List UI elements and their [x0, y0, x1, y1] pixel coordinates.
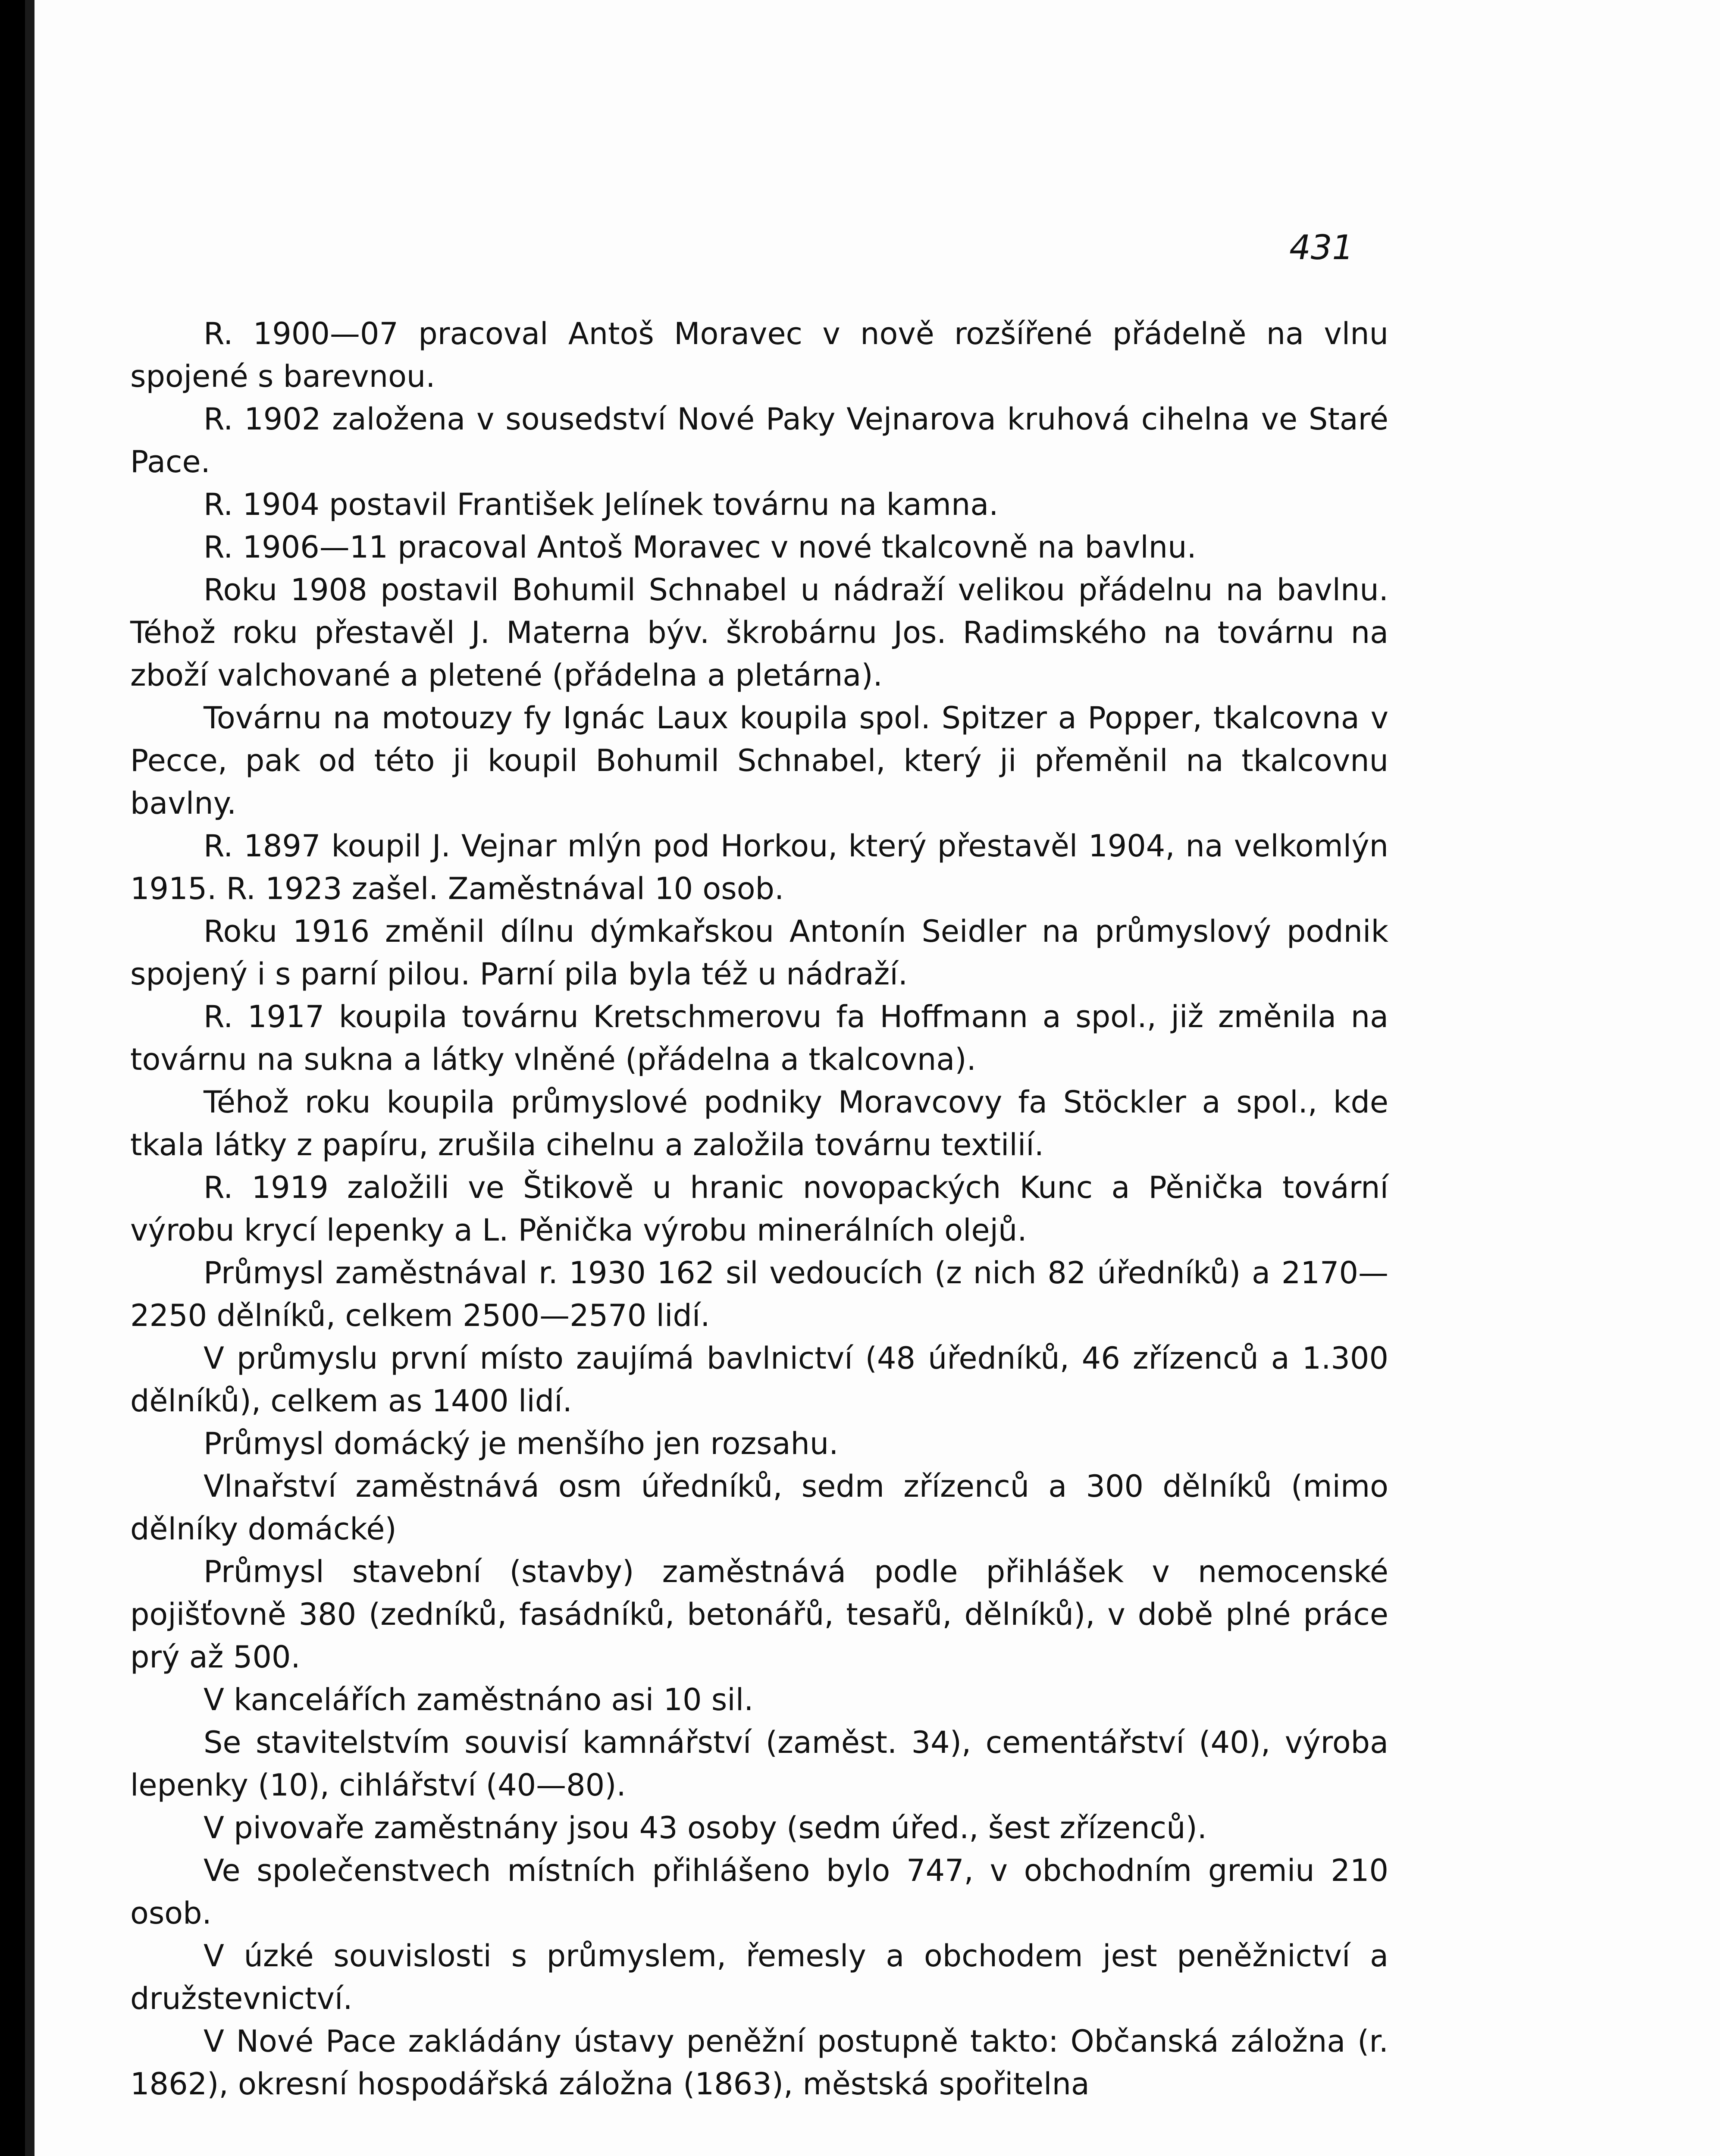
paragraph: Průmysl domácký je menšího jen rozsahu. — [204, 1426, 839, 1461]
page-number: 431 — [1289, 229, 1353, 267]
paragraph: R. 1917 koupila továrnu Kretschmerovu fa Hoffmann a spol., již změnila na továrnu na sukna a látky vlněné (přádelna a tkalcovna). — [130, 999, 1388, 1077]
paragraph: V Nové Pace zakládány ústavy peněžní postupně takto: Občanská záložna (r. 1862), okresní hospodářská záložna (1863), městská spořitelna — [130, 2024, 1388, 2102]
document-page — [34, 0, 1720, 2156]
text-column — [130, 313, 1388, 2106]
paragraph: Vlnařství zaměstnává osm úředníků, sedm zřízenců a 300 dělníků (mimo dělníky domácké) — [130, 1469, 1388, 1547]
paragraph: V průmyslu první místo zaujímá bavlnictví (48 úředníků, 46 zřízenců a 1.300 dělníků), celkem as 1400 lidí. — [130, 1341, 1388, 1419]
paragraph: R. 1900—07 pracoval Antoš Moravec v nově rozšířené přádelně na vlnu spojené s barevnou. — [130, 316, 1388, 394]
paragraph: Se stavitelstvím souvisí kamnářství (zaměst. 34), cementářství (40), výroba lepenky (10), cihlářství (40—80). — [130, 1725, 1388, 1803]
paragraph: Průmysl stavební (stavby) zaměstnává podle přihlášek v nemocenské pojišťovně 380 (zedníků, fasádníků, betonářů, tesařů, dělníků), v době plné práce prý až 500. — [130, 1554, 1388, 1675]
paragraph: V úzké souvislosti s průmyslem, řemesly a obchodem jest peněžnictví a družstevnictví. — [130, 1938, 1388, 2016]
paragraph: Roku 1916 změnil dílnu dýmkařskou Antonín Seidler na průmyslový podnik spojený i s parní pilou. Parní pila byla též u nádraží. — [130, 914, 1388, 992]
paragraph: R. 1897 koupil J. Vejnar mlýn pod Horkou, který přestavěl 1904, na velkomlýn 1915. R. 1923 zašel. Zaměstnával 10 osob. — [130, 828, 1388, 906]
paragraph: Továrnu na motouzy fy Ignác Laux koupila spol. Spitzer a Popper, tkalcovna v Pecce, pak od této ji koupil Bohumil Schnabel, který ji přeměnil na tkalcovnu bavlny. — [130, 700, 1388, 821]
paragraph: R. 1904 postavil František Jelínek továrnu na kamna. — [204, 487, 999, 522]
scan-edge-left — [0, 0, 25, 2156]
paragraph: R. 1919 založili ve Štikově u hranic novopackých Kunc a Pěnička tovární výrobu krycí lepenky a L. Pěnička výrobu minerálních olejů. — [130, 1170, 1388, 1248]
paragraph: V kancelářích zaměstnáno asi 10 sil. — [204, 1682, 754, 1717]
paragraph: Téhož roku koupila průmyslové podniky Moravcovy fa Stöckler a spol., kde tkala látky z papíru, zrušila cihelnu a založila továrnu textilií. — [130, 1084, 1388, 1163]
paragraph: R. 1902 založena v sousedství Nové Paky Vejnarova kruhová cihelna ve Staré Pace. — [130, 401, 1388, 479]
scan-edge-shadow — [25, 0, 34, 2156]
paragraph: R. 1906—11 pracoval Antoš Moravec v nové tkalcovně na bavlnu. — [204, 530, 1197, 565]
paragraph: Ve společenstvech místních přihlášeno bylo 747, v obchodním gremiu 210 osob. — [130, 1853, 1388, 1931]
paragraph: Roku 1908 postavil Bohumil Schnabel u nádraží velikou přádelnu na bavlnu. Téhož roku přestavěl J. Materna býv. škrobárnu Jos. Radimského na továrnu na zboží valchované a pletené (přádelna a pletárna). — [130, 572, 1388, 693]
paragraph: Průmysl zaměstnával r. 1930 162 sil vedoucích (z nich 82 úředníků) a 2170—2250 dělníků, celkem 2500—2570 lidí. — [130, 1255, 1388, 1333]
paragraph: V pivovaře zaměstnány jsou 43 osoby (sedm úřed., šest zřízenců). — [204, 1810, 1207, 1846]
